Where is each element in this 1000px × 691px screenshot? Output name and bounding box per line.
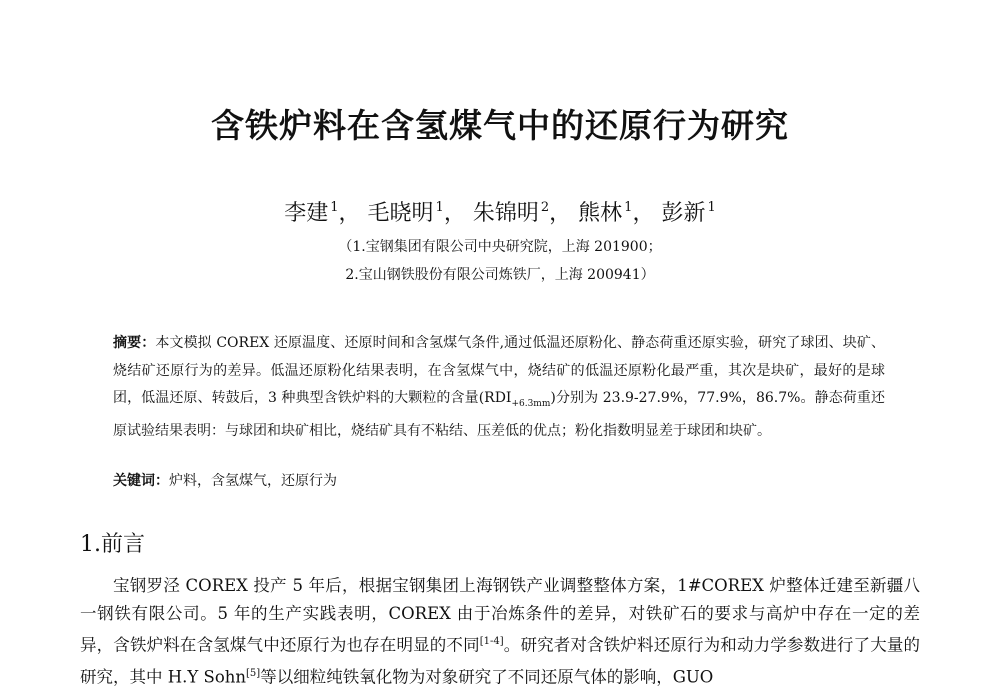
author-separator: ， [549,201,572,226]
affiliation-mark: 1 [707,200,716,215]
affiliation-mark: 1 [435,200,444,215]
abstract-subscript: +6.3mm [511,398,551,409]
author-list [0,196,1000,227]
author-separator: ， [443,201,466,226]
affiliation-line-1: （1.宝钢集团有限公司中央研究院，上海 201900； [338,239,662,255]
affiliation-mark: 1 [330,200,339,215]
keywords-text: 炉料，含氢煤气，还原行为 [169,473,337,489]
author: 毛晓明 $^1$， [367,200,466,226]
abstract [113,330,885,446]
author: 朱锦明 $^2$， [472,200,572,226]
paper-title: 含铁炉料在含氢煤气中的还原行为研究 [211,106,789,145]
author-separator: ， [632,201,655,226]
keywords-label: 关键词： [113,473,169,489]
affiliation-mark: 1 [624,200,633,215]
citation: [1-4] [479,636,504,647]
abstract-text-1: 本文模拟 COREX 还原温度、还原时间和含氢煤气条件,通过低温还原粉化、静态荷重还原实验，研究了球团、块矿、烧结矿还原行为的差异。低温还原粉化结果表明，在含氢煤气中，烧结矿的低温还原粉化最严重，其次是块矿，最好的是球团，低温还原、转鼓后，3 种典型含铁炉料的大颗粒的含量(RDI [113,335,886,406]
keywords [113,470,337,490]
author: 李建 $^1$， [284,200,361,226]
abstract-label: 摘要： [113,335,156,351]
author: 熊林 $^1$， [578,200,655,226]
affiliation-mark: 2 [540,200,550,215]
author-separator: ， [338,201,361,226]
section-heading: 1.前言 [80,532,145,557]
abstract-text-2: )分别为 23.9-27.9%，77.9%，86.7%。静态荷重还原试验结果表明：与球团和块矿相比，烧结矿具有不粘结、压差低的优点；粉化指数明显差于球团和块矿。 [113,390,885,440]
body-paragraph: 宝钢罗泾 COREX 投产 5 年后，根据宝钢集团上海钢铁产业调整整体方案，1#COREX 炉整体迁建至新疆八一钢铁有限公司。5 年的生产实践表明，COREX 由于冶炼条件的差异，对铁矿石的要求与高炉中存在一定的差异，含铁炉料在含氢煤气中还原行为也存在明显的不同[1-4]。研究者对含铁炉料还原行为和动力学参数进行了大量的研究，其中 H.Y Sohn[5]等以细粒纯铁氧化物为对象研究了不同还原气体的影响，GUO [80,576,921,686]
author: 彭新 $^1$ [661,200,716,226]
citation: [5] [246,667,261,679]
affiliation-line-2: 2.宝山钢铁股份有限公司炼铁厂，上海 200941） [345,267,655,283]
